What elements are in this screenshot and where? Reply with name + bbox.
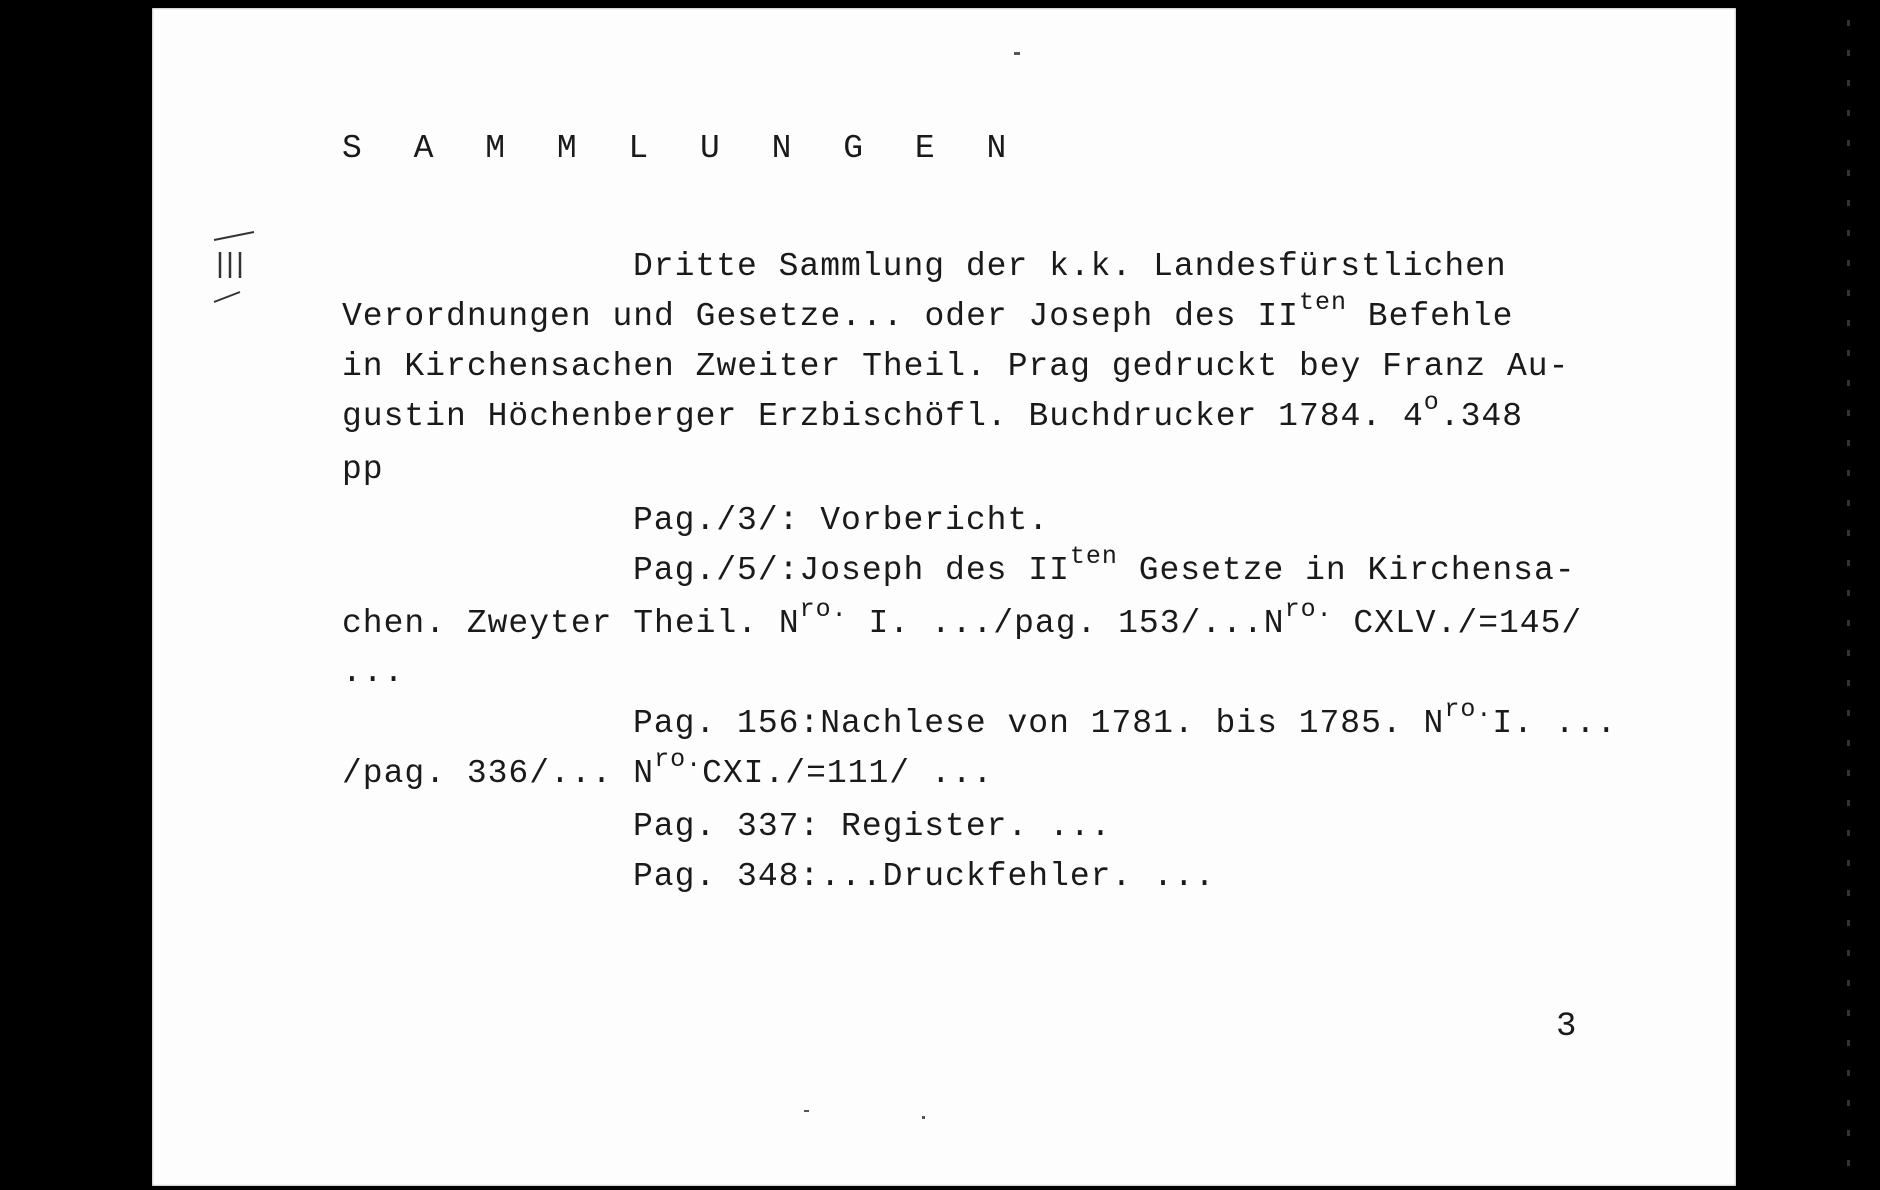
entry-text: Gesetze in Kirchensa-: [1117, 552, 1576, 589]
entry-text: Dritte Sammlung der k.k. Landesfürstlichen: [633, 248, 1507, 285]
dust-speck: [804, 1110, 809, 1112]
contents-line-2: [633, 542, 1576, 589]
entry-text: Pag. 156:Nachlese von 1781. bis 1785. N: [633, 705, 1445, 742]
margin-roman-mark: [210, 230, 262, 315]
card-heading: S A M M L U N G E N: [342, 130, 1023, 167]
superscript: o: [1423, 388, 1440, 417]
roman-three-icon: [210, 230, 262, 310]
entry-line-1: [633, 248, 1507, 285]
entry-line-2: [342, 288, 1514, 335]
entry-text: Befehle: [1346, 298, 1514, 335]
contents-line-8: [633, 858, 1216, 895]
entry-text: ...: [342, 654, 405, 691]
entry-text: gustin Höchenberger Erzbischöfl. Buchdrucker 1784. 4: [342, 398, 1424, 435]
entry-text: pp: [342, 451, 384, 488]
entry-text: CXLV./=145/: [1332, 605, 1583, 642]
film-perforation: [1847, 20, 1850, 1170]
entry-text: Pag. 348:...Druckfehler. ...: [633, 858, 1216, 895]
entry-text: .348: [1439, 398, 1524, 435]
entry-text: Pag. 337: Register. ...: [633, 808, 1112, 845]
catalog-card: [152, 8, 1736, 1186]
entry-text: Pag./5/:Joseph des II: [633, 552, 1070, 589]
contents-line-6: [342, 745, 994, 792]
entry-line-4: [342, 388, 1524, 435]
contents-line-7: [633, 808, 1111, 845]
contents-line-3: [342, 595, 1583, 642]
entry-text: Pag./3/: Vorbericht.: [633, 502, 1050, 539]
contents-line-4: [342, 654, 404, 691]
superscript: ro.: [1284, 595, 1333, 624]
entry-text: in Kirchensachen Zweiter Theil. Prag gedruckt bey Franz Au-: [342, 348, 1570, 385]
page-number: 3: [1556, 1008, 1577, 1046]
superscript: ro.: [654, 745, 703, 774]
entry-line-5: [342, 451, 384, 488]
superscript: ro.: [799, 595, 848, 624]
entry-text: /pag. 336/... N: [342, 755, 655, 792]
entry-text: CXI./=111/ ...: [702, 755, 994, 792]
dust-speck: [1014, 52, 1020, 55]
entry-text: I. .../pag. 153/...N: [847, 605, 1285, 642]
contents-line-5: [633, 695, 1618, 742]
entry-line-3: [342, 348, 1569, 385]
entry-text: Verordnungen und Gesetze... oder Joseph des II: [342, 298, 1299, 335]
contents-line-1: [633, 502, 1049, 539]
entry-text: I. ...: [1492, 705, 1618, 742]
superscript: ro.: [1444, 695, 1493, 724]
entry-text: chen. Zweyter Theil. N: [342, 605, 800, 642]
dust-speck: [922, 1116, 925, 1119]
superscript: ten: [1069, 542, 1118, 571]
superscript: ten: [1298, 288, 1347, 317]
